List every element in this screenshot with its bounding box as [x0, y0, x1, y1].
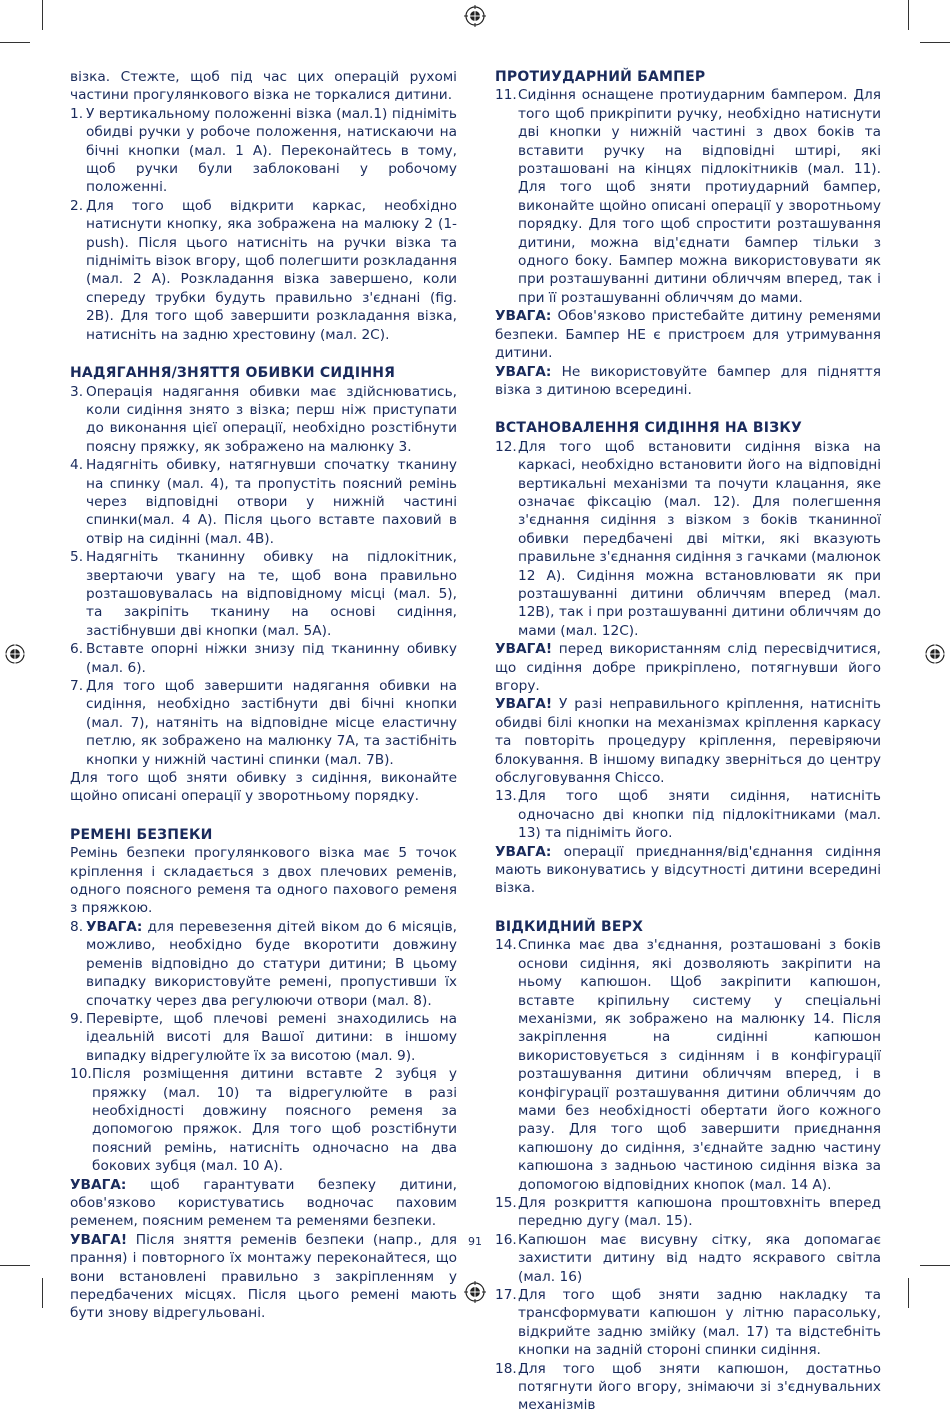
- item-text: Вставте опорні ніжки знизу під тканинну обивку (мал. 6).: [86, 641, 457, 676]
- warning-text: перед використанням слід пересвідчитися, що сидіння добре прикріплено, потягнувши його вгору.: [495, 641, 881, 694]
- item-number: 7.: [70, 678, 84, 694]
- warning-label: УВАГА:: [495, 843, 552, 860]
- crop-mark: [0, 42, 30, 43]
- warning-text: У разі неправильного кріплення, натисніть обидві білі кнопки на механізмах кріплення каркасу та повторіть процедуру кріплення, перевіряючи блокування. В іншому випадку зверніться до центру обслуговування Chicco.: [495, 696, 881, 787]
- item-text: Для розкриття капюшона проштовхніть вперед передню дугу (мал. 15).: [518, 1194, 881, 1230]
- right-column: [495, 68, 881, 1415]
- warning-text: операції приєднання/від'єднання сидіння мають виконуватись у відсутності дитини всередині візка.: [495, 843, 881, 897]
- list-item: [495, 936, 881, 1194]
- intro-paragraph: Ремінь безпеки прогулянкового візка має 5 точок кріплення і складається з двох плечових ременів, одного поясного ременя та одного пахового ременя з пряжкою.: [70, 845, 457, 917]
- item-number: 12.: [495, 438, 517, 455]
- list-item: [70, 1065, 457, 1175]
- list-item: [70, 456, 457, 548]
- list-item: [70, 548, 457, 640]
- warning-label: УВАГА!: [495, 696, 553, 713]
- item-number: 17.: [495, 1287, 517, 1303]
- item-number: 2.: [70, 197, 84, 214]
- outro-paragraph: Для того щоб зняти обивку з сидіння, виконайте щойно описані операції у зворотньому порядку.: [70, 770, 457, 805]
- list-item: [495, 787, 881, 842]
- warning-label: УВАГА:: [495, 308, 552, 325]
- section-heading: ПРОТИУДАРНИЙ БАМПЕР: [495, 69, 706, 85]
- list-item: [70, 677, 457, 769]
- warning-text: Не використовуйте бампер для підняття візка з дитиною всередині.: [495, 363, 881, 398]
- list-item: [495, 1360, 881, 1415]
- item-text: Спинка має два з'єднання, розташовані з боків основи сидіння, які дозволяють закріпити на ньому капюшон. Щоб закріпити капюшон, вставте кріпильну систему у спеціальні механізми, як зображено на малюнку 14. Після закріплення на сидінні капюшон використовується з сидінням і в конфігурації розташування дитини обличчям вперед, і в конфігурації розташування дитини обличчям до мами без необхідності обертати його кожного разу. Для того щоб завершити приєднання капюшону до сидіння, з'єднайте задню частину капюшона з задньою частиною сидіння візка за допомогою відповідних кнопок (мал. 14 A).: [518, 937, 881, 1193]
- item-number: 11.: [495, 87, 517, 104]
- item-number: 4.: [70, 457, 84, 474]
- crop-mark: [920, 42, 950, 43]
- list-item: [495, 86, 881, 307]
- crop-mark: [42, 1278, 43, 1308]
- item-text: Після розміщення дитини вставте 2 зубця у пряжку (мал. 10) та відрегулюйте в разі необхідності довжину поясного ременя за допомогою пряжок. Для того щоб розстібнути поясний ремінь, натисніть одночасно на два бокових зубця (мал. 10 A).: [92, 1066, 457, 1175]
- item-number: 8.: [70, 918, 84, 935]
- crop-mark: [908, 0, 909, 30]
- item-text: Для того щоб зняти задню накладку та трансформувати капюшон у літню парасольку, відкрийте задню змійку (мал. 17) та відстебніть кнопки на задній стороні спинки сидіння.: [518, 1287, 881, 1359]
- warning-text: Після зняття ременів безпеки (напр., для прання) і повторного їх монтажу переконайтеся, що вони встановлені правильно з закріпленням у передбачених місцях. Після цього ремені мають бути знову відрегульовані.: [70, 1231, 457, 1322]
- item-number: 13.: [495, 788, 517, 805]
- item-text: Для того щоб відкрити каркас, необхідно натиснути кнопку, яка зображена на малюку 2 (1-push). Після цього натисніть на ручки візка та підніміть візок вгору, щоб полегшити розкладання (мал. 2 A). Розкладання візка завершено, коли спереду трубки будуть правильно з'єднані (fig. 2B). Для того щоб завершити розкладання візка, натисніть на задню хрестовину (мал. 2C).: [86, 197, 457, 343]
- list-item: [495, 1231, 881, 1286]
- crop-mark: [920, 1265, 950, 1266]
- list-item: [495, 438, 881, 640]
- item-text: Для того щоб зняти сидіння, натисніть одночасно дві кнопки під підлокітниками (мал. 13) та підніміть його.: [518, 788, 881, 842]
- item-text: Перевірте, щоб плечові ремені знаходились на ідеальній висоті для Вашої дитини: в іншому випадку відрегулюйте їх за висотою (мал. 9).: [86, 1010, 457, 1064]
- section-heading: РЕМЕНІ БЕЗПЕКИ: [70, 826, 213, 843]
- item-number: 9.: [70, 1010, 84, 1027]
- crop-mark: [42, 0, 43, 30]
- warning-label: УВАГА:: [495, 363, 552, 380]
- item-number: 16.: [495, 1231, 517, 1248]
- crop-mark: [0, 1265, 30, 1266]
- item-text: Надягніть тканинну обивку на підлокітник, звертаючи увагу на те, щоб вона правильно розташовувалась на відповідному місці (мал. 5), та закріпіть тканину на основі сидіння, застібнувши дві кнопки (мал. 5A).: [86, 549, 457, 639]
- list-item: [70, 1010, 457, 1065]
- warning-note: [70, 1231, 457, 1323]
- item-number: 1.: [70, 105, 84, 122]
- item-text: Капюшон має висувну сітку, яка допомагає захистити дитину від надто яскравого світла (мал. 16): [518, 1231, 881, 1285]
- list-item: [70, 197, 457, 344]
- item-number: 6.: [70, 641, 84, 658]
- warning-text: Обов'язково пристебайте дитину ременями безпеки. Бампер НЕ є пристроєм для утримування дитини.: [495, 308, 881, 362]
- item-text: Операція надягання обивки має здійснюватись, коли сидіння знято з візка; перш ніж приступати до виконання цієї операції, необхідно розстібнути поясну пряжку, як зображено на малюнку 3.: [86, 383, 457, 455]
- section-heading: ВІДКИДНИЙ ВЕРХ: [495, 918, 644, 935]
- warning-label: УВАГА:: [70, 1176, 127, 1193]
- item-number: 18.: [495, 1360, 517, 1377]
- list-item: [70, 640, 457, 677]
- registration-mark-icon: [464, 5, 486, 27]
- item-text: Для того щоб зняти капюшон, достатньо потягнути його вгору, знімаючи зі з'єднувальних механізмів: [518, 1360, 881, 1414]
- item-number: 15.: [495, 1194, 517, 1211]
- list-item: [70, 105, 457, 197]
- item-text: Для того щоб завершити надягання обивки на сидіння, необхідно застібнути дві бічні кнопки (мал. 7), натяніть на відповідне місце еластичну петлю, як зображено на малюнку 7A, та застібніть кнопки у нижній частині спинки (мал. 7B).: [86, 678, 457, 768]
- list-item: [70, 918, 457, 1010]
- crop-mark: [908, 1278, 909, 1308]
- warning-note: [495, 695, 881, 787]
- list-item: [495, 1194, 881, 1231]
- item-text: Сидіння оснащене протиударним бампером. Для того щоб прикріпити ручку, необхідно натиснути дві кнопки у нижній частині з двох боків та вставити ручку на відповідні штирі, які розташовані на кінцях підлокітників (мал. 11). Для того щоб зняти протиударний бампер, виконайте щойно описані операції у зворотньому порядку. Для того щоб спростити розташування дитини, можна від'єднати бампер тільки з одного боку. Бампер можна використовувати як при розташуванні дитини обличчям вперед, так і при її розташуванні обличчям до мами.: [518, 87, 881, 306]
- warning-text: щоб гарантувати безпеку дитини, обов'язково користуватись водночас паховим ременем, поясним ременем та ременями безпеки.: [70, 1176, 457, 1230]
- page-number: 91: [468, 1235, 482, 1248]
- section-heading: ВСТАНОВАЛЕННЯ СИДІННЯ НА ВІЗКУ: [495, 420, 802, 437]
- registration-mark-icon: [924, 643, 946, 665]
- warning-note: [495, 363, 881, 400]
- warning-note: [70, 1176, 457, 1231]
- item-text: Надягніть обивку, натягнувши спочатку тканину на спинку (мал. 4), та пропустіть поясний ремінь через відповідні отвори у нижній частині спинки(мал. 4 A). Після цього вставте паховий в отвір на сидінні (мал. 4B).: [86, 457, 457, 547]
- intro-paragraph: візка. Стежте, щоб під час цих операцій рухомі частини прогулянкового візка не торкалися дитини.: [70, 69, 457, 104]
- item-number: 10.: [70, 1066, 92, 1083]
- warning-note: [495, 640, 881, 695]
- warning-label: УВАГА!: [70, 1231, 128, 1248]
- item-number: 14.: [495, 937, 517, 954]
- left-column: [70, 68, 457, 1323]
- warning-note: [495, 843, 881, 898]
- registration-mark-icon: [4, 643, 26, 665]
- list-item: [495, 1286, 881, 1360]
- item-number: 5.: [70, 549, 84, 566]
- item-text: [86, 918, 457, 1010]
- warning-label: УВАГА:: [86, 918, 143, 935]
- section-heading: НАДЯГАННЯ/ЗНЯТТЯ ОБИВКИ СИДІННЯ: [70, 365, 396, 382]
- list-item: [70, 383, 457, 457]
- item-number: 3.: [70, 383, 84, 400]
- item-text: Для того щоб встановити сидіння візка на каркасі, необхідно встановити його на відповідні вертикальні механізми та почути клацання, яке означає фіксацію (мал. 12). Для полегшення з'єднання сидіння з візком з боків тканинної обивки передбачені дві мітки, які вказують правильне з'єднання сидіння з гачками (малюнок 12 A). Сидіння можна встановлювати як при розташуванні дитини обличчям вперед (мал. 12B), так і при розташуванні дитини обличчям до мами (мал. 12C).: [518, 438, 881, 639]
- warning-text: для перевезення дітей віком до 6 місяців, можливо, необхідно буде вкоротити довжину ременів відповідно до статури дитини; В цьому випадку використовуйте ремені, пропустивши їх спочатку через два регулюючи отвори (мал. 8).: [86, 918, 457, 1009]
- registration-mark-icon: [464, 1281, 486, 1303]
- item-text: У вертикальному положенні візка (мал.1) підніміть обидві ручки у робоче положення, натискаючи на бічні кнопки (мал. 1 A). Переконайтесь в тому, щоб ручки були заблоковані у робочому положенні.: [86, 105, 457, 196]
- warning-label: УВАГА!: [495, 641, 553, 658]
- warning-note: [495, 307, 881, 362]
